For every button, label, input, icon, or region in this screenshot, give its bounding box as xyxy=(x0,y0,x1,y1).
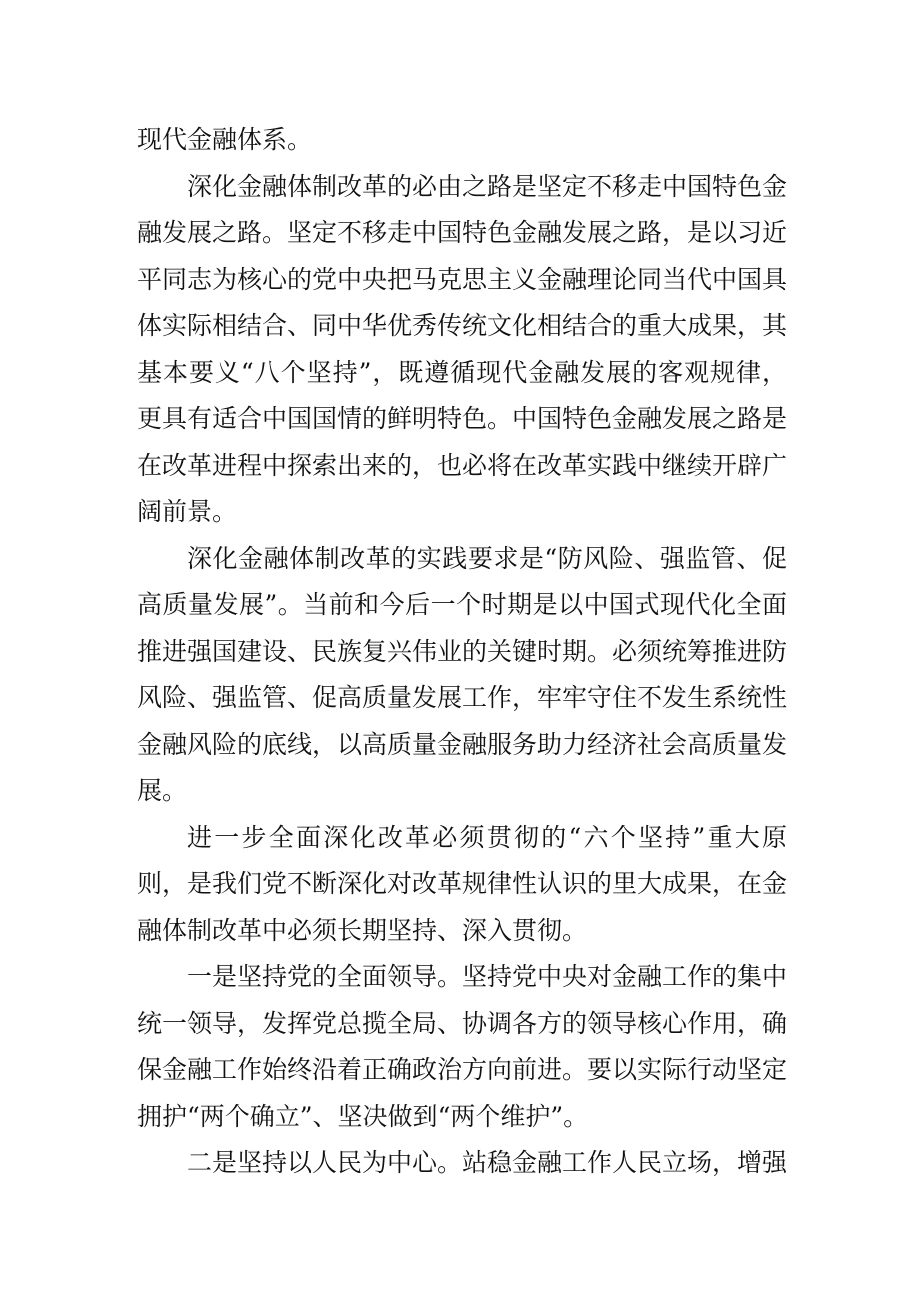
paragraph-2: 深化金融体制改革的必由之路是坚定不移走中国特色金融发展之路。坚定不移走中国特色金融发展之路，是以习近平同志为核心的党中央把马克思主义金融理论同当代中国具体实际相结合、同中华优秀传统文化相结合的重大成果，其基本要义“八个坚持”，既遵循现代金融发展的客观规律，更具有适合中国国情的鲜明特色。中国特色金融发展之路是在改革进程中探索出来的，也必将在改革实践中继续开辟广阔前景。 xyxy=(137,171,788,526)
paragraph-5: 一是坚持党的全面领导。坚持党中央对金融工作的集中统一领导，发挥党总揽全局、协调各方的领导核心作用，确保金融工作始终沿着正确政治方向前进。要以实际行动坚定拥护“两个确立”、坚决做到“两个维护”。 xyxy=(137,962,788,1131)
body-text xyxy=(137,117,787,1187)
paragraph-4: 进一步全面深化改革必须贯彻的“六个坚持”重大原则，是我们党不断深化对改革规律性认识的里大成果，在金融体制改革中必须长期坚持、深入贯彻。 xyxy=(137,822,788,945)
paragraph-6: 二是坚持以人民为中心。站稳金融工作人民立场，增强 xyxy=(187,1148,788,1177)
paragraph-3: 深化金融体制改革的实践要求是“防风险、强监管、促高质量发展”。当前和今后一个时期是以中国式现代化全面推进强国建设、民族复兴伟业的关键时期。必须统筹推进防风险、强监管、促高质量发展工作，牢牢守住不发生系统性金融风险的底线，以高质量金融服务助力经济社会高质量发展。 xyxy=(137,543,788,805)
paragraph-1: 现代金融体系。 xyxy=(137,125,313,154)
